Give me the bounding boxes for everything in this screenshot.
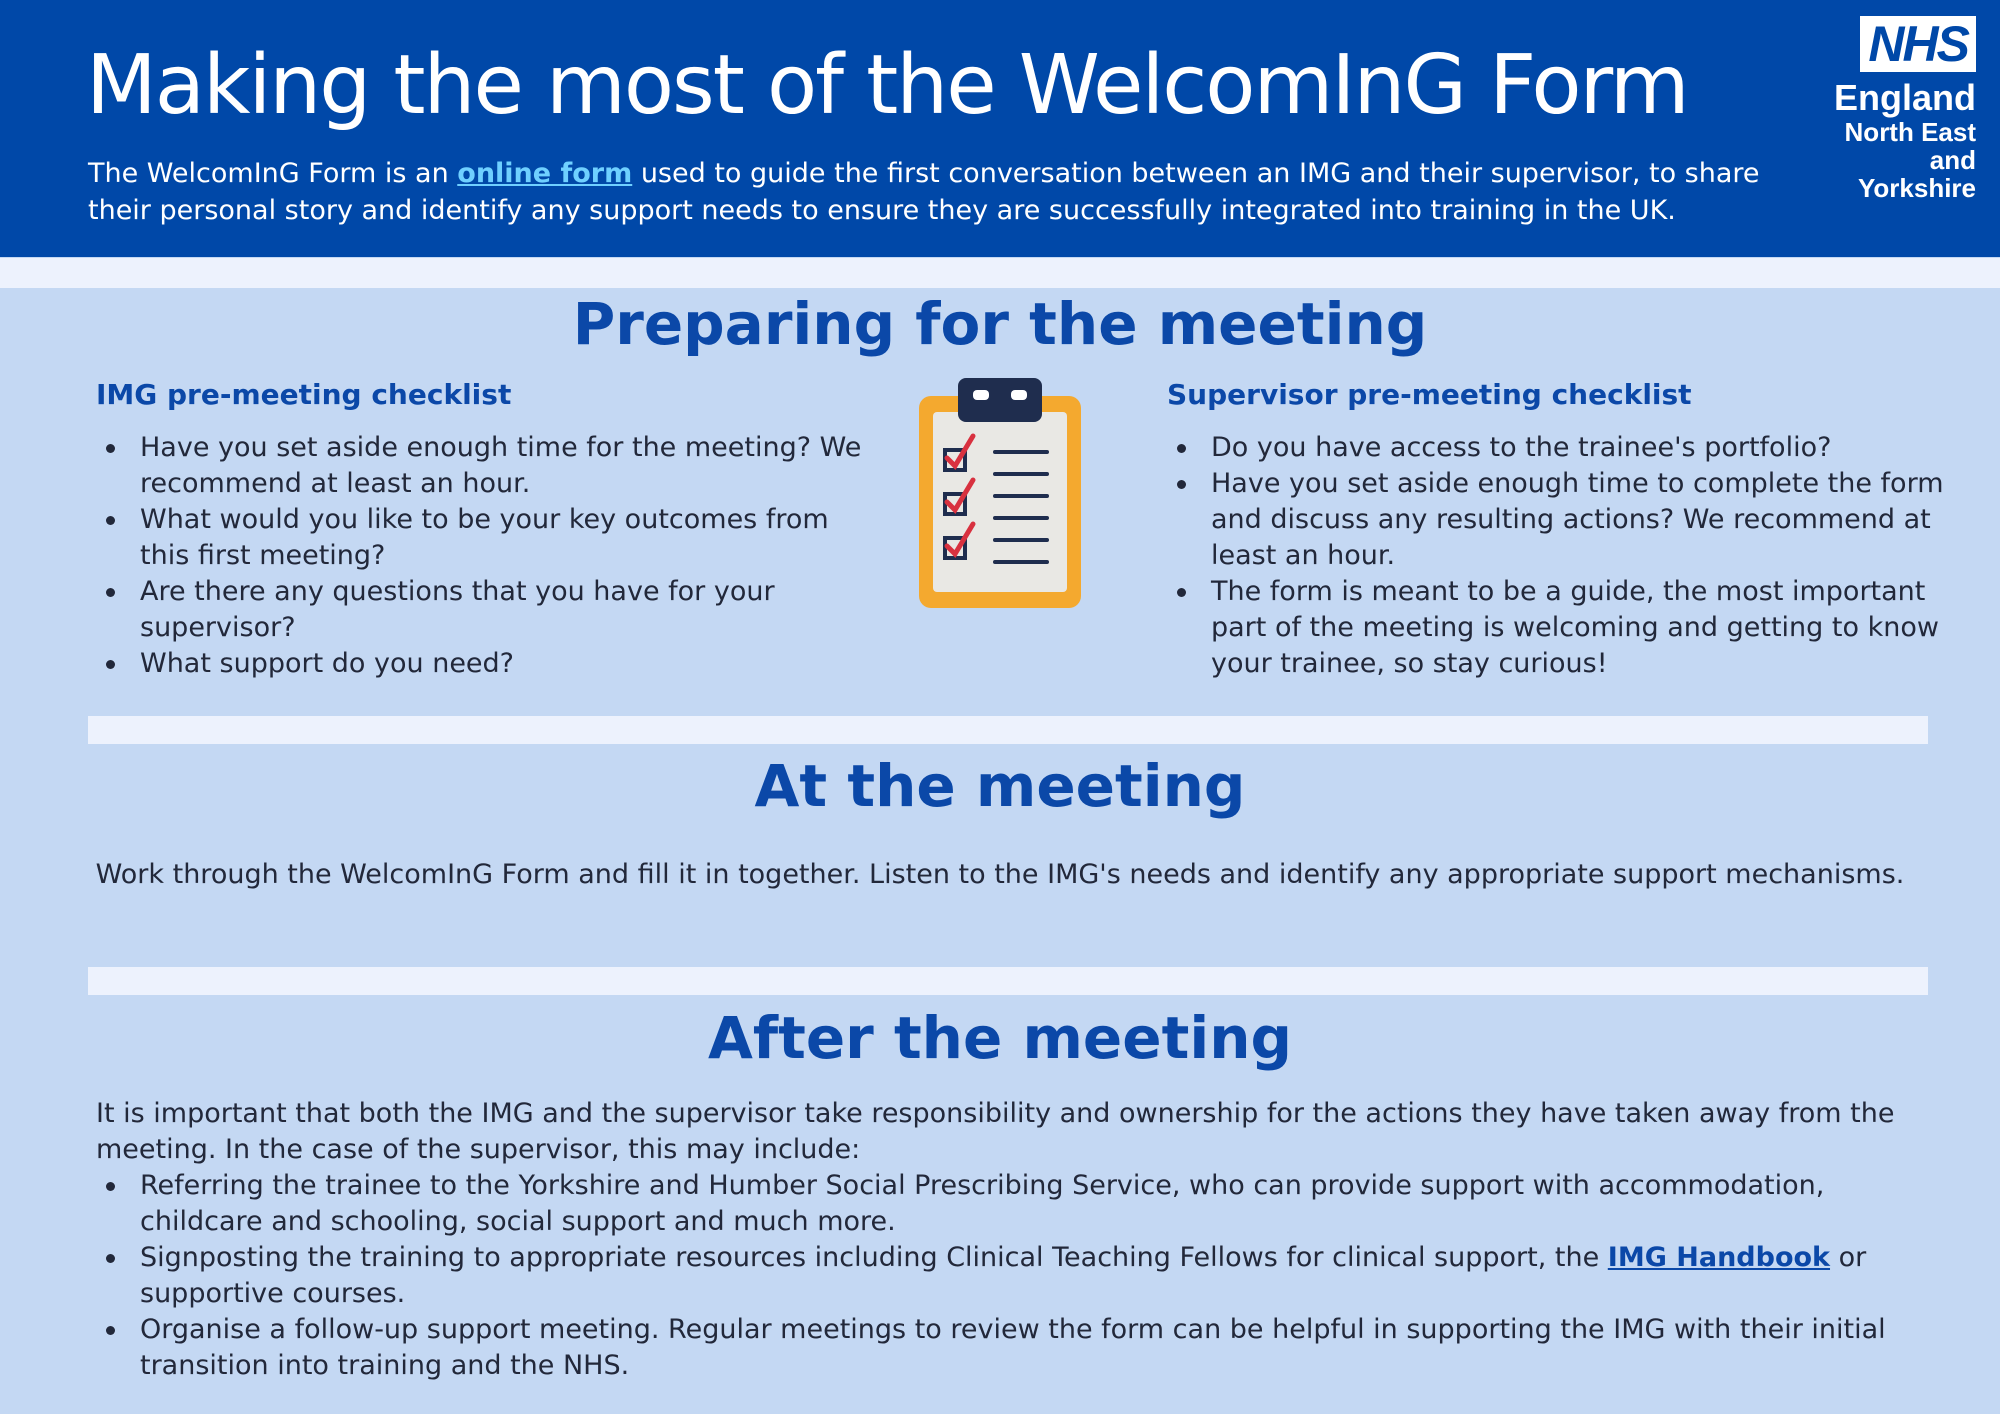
section-divider: [88, 967, 1928, 995]
after-meeting-list: [96, 1168, 1946, 1384]
list-item: Do you have access to the trainee's portfolio?: [1167, 430, 1947, 466]
nhs-logo-region-line2: and Yorkshire: [1857, 145, 1976, 203]
list-item: [96, 1240, 1946, 1312]
list-item-text: or supportive courses.: [140, 1242, 1867, 1309]
header-banner: [0, 0, 2000, 257]
intro-paragraph: [88, 155, 1768, 229]
img-checklist: [96, 430, 886, 682]
supervisor-checklist-heading: Supervisor pre-meeting checklist: [1167, 378, 1692, 411]
list-item: Have you set aside enough time for the meeting? We recommend at least an hour.: [96, 430, 886, 502]
list-item: Are there any questions that you have for your supervisor?: [96, 574, 886, 646]
nhs-logo-region-line1: North East: [1844, 117, 1976, 147]
list-item: What would you like to be your key outcomes from this first meeting?: [96, 502, 886, 574]
after-meeting-intro: It is important that both the IMG and the supervisor take responsibility and ownership for the actions they have taken away from the meeting. In the case of the supervisor, this may include:: [96, 1098, 1895, 1165]
nhs-logo: [1806, 16, 1976, 202]
at-meeting-text: Work through the WelcomInG Form and fill it in together. Listen to the IMG's needs and identify any appropriate support mechanisms.: [95, 859, 1905, 890]
intro-text-end: used to guide the first conversation between an IMG and their supervisor, to share their personal story and identify any support needs to ensure they are successfully integrated into training in the UK.: [88, 158, 1760, 226]
at-meeting-title: At the meeting: [754, 752, 1246, 820]
nhs-logo-box: NHS: [1860, 16, 1976, 72]
nhs-logo-england: England: [1834, 77, 1976, 118]
intro-text-start: The WelcomInG Form is an: [88, 158, 458, 189]
online-form-link[interactable]: online form: [457, 158, 633, 189]
list-item: Organise a follow-up support meeting. Regular meetings to review the form can be helpful in supporting the IMG with their initial transition into training and the NHS.: [96, 1312, 1946, 1384]
after-meeting-title: After the meeting: [707, 1004, 1293, 1072]
header-divider: [0, 258, 2000, 288]
img-checklist-heading: IMG pre-meeting checklist: [96, 378, 512, 411]
list-item-text: Signposting the training to appropriate resources including Clinical Teaching Fellows for clinical support, the: [140, 1242, 1608, 1273]
page-title: Making the most of the WelcomInG Form: [86, 38, 1688, 133]
supervisor-checklist: [1167, 430, 1947, 682]
list-item: Have you set aside enough time to complete the form and discuss any resulting actions? We recommend at least an hour.: [1167, 466, 1947, 574]
list-item: Referring the trainee to the Yorkshire and Humber Social Prescribing Service, who can provide support with accommodation, childcare and schooling, social support and much more.: [96, 1168, 1946, 1240]
section-divider: [88, 716, 1928, 744]
img-handbook-link[interactable]: IMG Handbook: [1607, 1242, 1831, 1273]
list-item: What support do you need?: [96, 646, 886, 682]
list-item: The form is meant to be a guide, the most important part of the meeting is welcoming and getting to know your trainee, so stay curious!: [1167, 574, 1947, 682]
preparing-title: Preparing for the meeting: [572, 290, 1428, 358]
clipboard-checklist-icon: [915, 378, 1085, 618]
